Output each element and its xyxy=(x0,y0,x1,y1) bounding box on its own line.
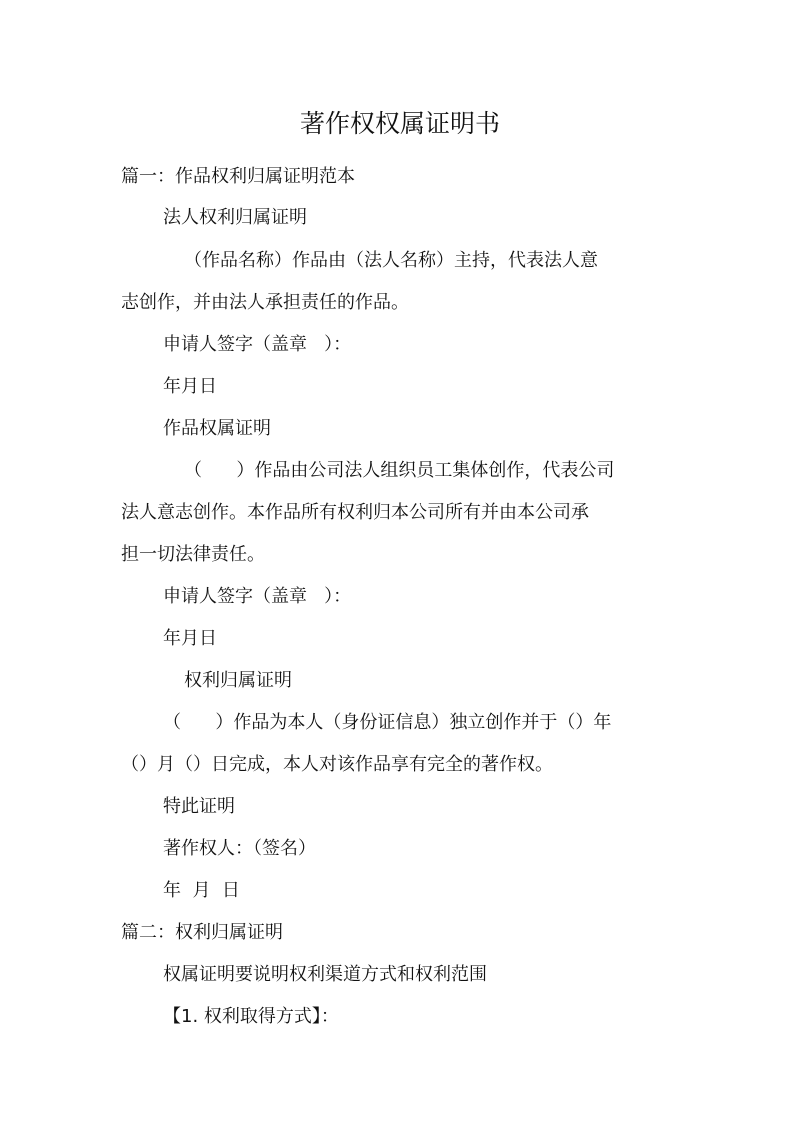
subheading-rights-attribution: 权利归属证明 xyxy=(184,670,292,691)
paragraph-line: （ ）作品为本人（身份证信息）独立创作并于（）年 xyxy=(163,712,612,733)
paragraph-line: 志创作，并由法人承担责任的作品。 xyxy=(121,292,409,313)
subheading-work-ownership: 作品权属证明 xyxy=(163,418,271,439)
paragraph-line: （作品名称）作品由（法人名称）主持，代表法人意 xyxy=(184,250,598,271)
signature-line: 申请人签字（盖章 ）： xyxy=(163,586,352,607)
paragraph-line: 担一切法律责任。 xyxy=(121,544,265,565)
section-heading-2: 篇二：权利归属证明 xyxy=(121,922,283,943)
date-line: 年月日 xyxy=(163,376,217,397)
document-title: 著作权权属证明书 xyxy=(299,109,500,138)
date-line: 年月日 xyxy=(163,628,217,649)
paragraph-line: （ ）作品由公司法人组织员工集体创作，代表公司 xyxy=(184,460,615,481)
copyright-holder-signature: 著作权人：（签名） xyxy=(163,838,316,859)
certification-line: 特此证明 xyxy=(163,796,235,817)
paragraph-line: （）月（）日完成，本人对该作品享有完全的著作权。 xyxy=(121,754,553,775)
numbered-heading: 【1. 权利取得方式】： xyxy=(163,1006,339,1027)
paragraph-line: 法人意志创作。本作品所有权利归本公司所有并由本公司承 xyxy=(121,502,589,523)
subheading-legal-person-rights: 法人权利归属证明 xyxy=(163,207,307,228)
paragraph-line: 权属证明要说明权利渠道方式和权利范围 xyxy=(163,964,487,985)
signature-line: 申请人签字（盖章 ）： xyxy=(163,334,352,355)
section-heading-1: 篇一：作品权利归属证明范本 xyxy=(121,166,355,187)
date-line: 年 月 日 xyxy=(163,880,240,901)
